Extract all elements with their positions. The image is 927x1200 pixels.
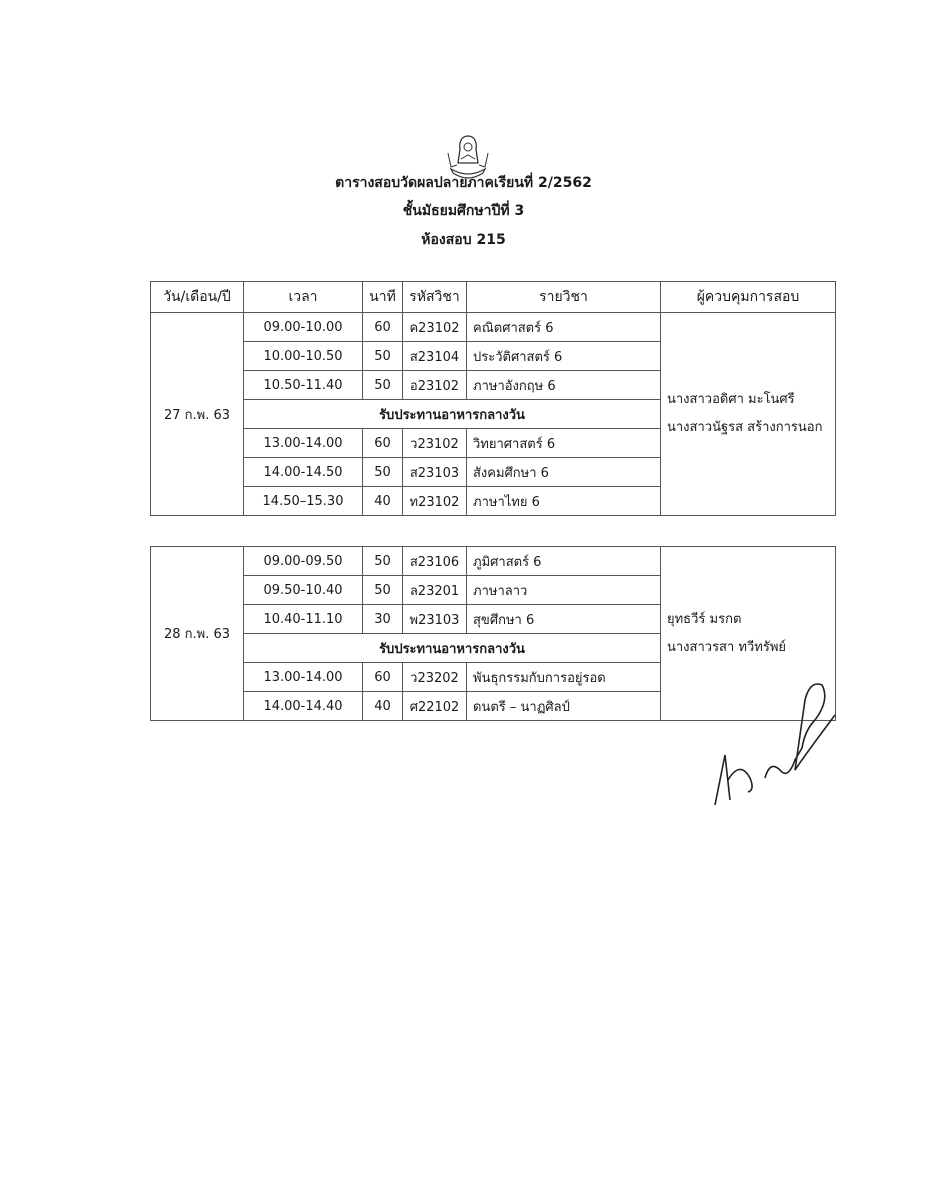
subject-code: ท23102: [403, 487, 467, 516]
subject-code: ล23201: [403, 576, 467, 605]
exam-time: 14.50–15.30: [244, 487, 363, 516]
exam-time: 13.00-14.00: [244, 663, 363, 692]
exam-minutes: 60: [363, 313, 403, 342]
exam-minutes: 50: [363, 371, 403, 400]
lunch-break-label: รับประทานอาหารกลางวัน: [244, 634, 661, 663]
exam-minutes: 50: [363, 576, 403, 605]
subject-code: ส23103: [403, 458, 467, 487]
subject-code: อ23102: [403, 371, 467, 400]
subject-code: ศ22102: [403, 692, 467, 721]
subject-code: ว23202: [403, 663, 467, 692]
subject-name: สุขศึกษา 6: [467, 605, 661, 634]
subject-code: ส23106: [403, 547, 467, 576]
exam-minutes: 60: [363, 429, 403, 458]
proctor-name: นางสาวนัฐรส สร้างการนอก: [667, 420, 823, 435]
subject-name: วิทยาศาสตร์ 6: [467, 429, 661, 458]
header-time: เวลา: [244, 282, 363, 313]
subject-name: ภาษาลาว: [467, 576, 661, 605]
subject-name: ภาษาไทย 6: [467, 487, 661, 516]
exam-time: 10.40-11.10: [244, 605, 363, 634]
lunch-break-label: รับประทานอาหารกลางวัน: [244, 400, 661, 429]
exam-minutes: 40: [363, 692, 403, 721]
exam-room: ห้องสอบ 215: [421, 232, 506, 248]
subject-name: คณิตศาสตร์ 6: [467, 313, 661, 342]
header-code: รหัสวิชา: [403, 282, 467, 313]
table-header-row: [151, 282, 836, 313]
header-subject: รายวิชา: [467, 282, 661, 313]
exam-date: 28 ก.พ. 63: [151, 547, 244, 721]
exam-time: 09.50-10.40: [244, 576, 363, 605]
exam-minutes: 50: [363, 342, 403, 371]
exam-time: 14.00-14.40: [244, 692, 363, 721]
exam-row: [151, 547, 836, 576]
exam-time: 10.00-10.50: [244, 342, 363, 371]
document-title: ตารางสอบวัดผลปลายภาคเรียนที่ 2/2562: [335, 175, 592, 191]
exam-minutes: 40: [363, 487, 403, 516]
header-proctor: ผู้ควบคุมการสอบ: [661, 282, 836, 313]
proctor-name: ยุทธวีร์ มรกต: [667, 611, 742, 627]
exam-time: 09.00-09.50: [244, 547, 363, 576]
subject-code: ส23104: [403, 342, 467, 371]
exam-time: 14.00-14.50: [244, 458, 363, 487]
subject-name: ดนตรี – นาฏศิลป์: [467, 692, 661, 721]
subject-name: ภาษาอังกฤษ 6: [467, 371, 661, 400]
subject-code: พ23103: [403, 605, 467, 634]
exam-time: 09.00-10.00: [244, 313, 363, 342]
exam-time: 13.00-14.00: [244, 429, 363, 458]
subject-name: ประวัติศาสตร์ 6: [467, 342, 661, 371]
grade-level: ชั้นมัธยมศึกษาปีที่ 3: [402, 203, 525, 219]
subject-name: สังคมศึกษา 6: [467, 458, 661, 487]
exam-minutes: 30: [363, 605, 403, 634]
proctor-name: นางสาวรสา ทวีทรัพย์: [667, 639, 787, 655]
subject-code: ค23102: [403, 313, 467, 342]
proctor-name: นางสาวอดิศา มะโนศรี: [667, 392, 795, 407]
subject-name: ภูมิศาสตร์ 6: [467, 547, 661, 576]
exam-time: 10.50-11.40: [244, 371, 363, 400]
header-date: วัน/เดือน/ปี: [151, 282, 244, 313]
exam-schedule-table-day-1: [150, 281, 836, 516]
subject-name: พันธุกรรมกับการอยู่รอด: [467, 663, 661, 692]
exam-minutes: 50: [363, 458, 403, 487]
exam-minutes: 50: [363, 547, 403, 576]
proctor-names: [661, 313, 836, 516]
header-minutes: นาที: [363, 282, 403, 313]
handwritten-signature: [710, 660, 840, 810]
exam-row: [151, 313, 836, 342]
subject-code: ว23102: [403, 429, 467, 458]
exam-minutes: 60: [363, 663, 403, 692]
exam-date: 27 ก.พ. 63: [151, 313, 244, 516]
